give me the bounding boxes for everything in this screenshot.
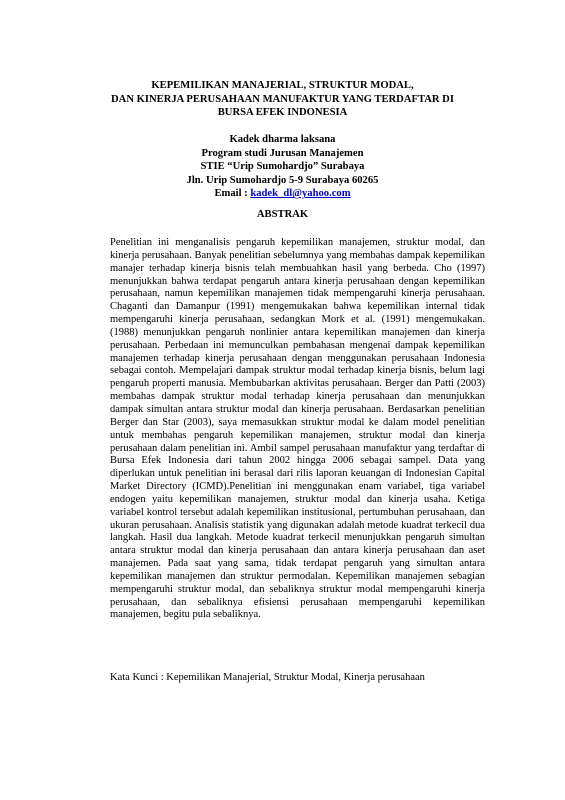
title-line-2: DAN KINERJA PERUSAHAAN MANUFAKTUR YANG TERDAFTAR DI (111, 93, 454, 105)
title-line-1: KEPEMILIKAN MANAJERIAL, STRUKTUR MODAL, (151, 80, 414, 91)
title-line-3: BURSA EFEK INDONESIA (217, 107, 348, 118)
author-name: Kadek dharma laksana (229, 134, 336, 145)
author-address: Jln. Urip Sumohardjo 5-9 Surabaya 60265 (186, 174, 379, 186)
email-label: Email : (214, 188, 251, 200)
email-link[interactable]: kadek_dl@yahoo.com (250, 188, 351, 200)
author-program: Program studi Jurusan Manajemen (201, 147, 364, 159)
author-institution: STIE “Urip Sumohardjo” Surabaya (200, 161, 365, 173)
keywords-label: Kata Kunci : (110, 672, 167, 683)
abstract-body: Penelitian ini menganalisis pengaruh kepemilikan manajemen, struktur modal, dan kinerja perusahaan. Banyak penelitian sebelumnya yang membahas dampak kepemilikan manajer terhadap kinerja bisnis telah membuahkan hasil yang berbeda. Cho (1997) menunjukkan bahwa terdapat pengaruh antara kinerja perusahaan dengan kepemilikan perusahaan, namun kepemilikan manajemen tidak mempengaruhi kinerja perusahaan. Chaganti dan Damanpur (1991) mengemukakan bahwa kepemilikan internal tidak mempengaruhi kinerja perusahaan, sedangkan Mork et al. (1991) mengemukakan. (1988) menunjukkan pengaruh nonlinier antara kepemilikan manajemen dan kinerja perusahaan. Perbedaan ini memunculkan pembahasan mengenai dampak kepemilikan manajemen terhadap kinerja perusahaan dengan menggunakan perusahaan Indonesia sebagai contoh. Mempelajari dampak struktur modal terhadap kinerja bisnis, belum lagi pengaruh properti manusia. Membubarkan aktivitas perusahaan. Berger dan Patti (2003) membahas dampak struktur modal terhadap kinerja perusahaan dan menunjukkan dampak simultan antara struktur modal dan kinerja perusahaan. Berdasarkan penelitian Berger dan Star (2003), saya memasukkan struktur modal ke dalam model penelitian untuk membahas pengaruh kepemilikan manajemen, struktur modal dan kinerja perusahaan dalam penelitian ini. Ambil sampel perusahaan manufaktur yang terdaftar di Bursa Efek Indonesia dari tahun 2002 hingga 2006 sebagai sampel. Data yang diperlukan untuk penelitian ini berasal dari rilis laporan keuangan di Indonesian Capital Market Directory (ICMD).Penelitian ini menggunakan enam variabel, tiga variabel endogen yaitu kepemilikan manajemen, struktur modal dan kinerja usaha. Ketiga variabel kontrol tersebut adalah kepemilikan institusional, pertumbuhan perusahaan, dan ukuran perusahaan. Analisis statistik yang digunakan adalah metode kuadrat terkecil dua langkah. Hasil dua langkah. Metode kuadrat terkecil menunjukkan pengaruh simultan antara struktur modal dan kinerja perusahaan dan antara kinerja perusahaan dan aset manajemen. Pada saat yang sama, tidak terdapat pengaruh yang simultan antara kepemilikan manajemen dan struktur permodalan. Kepemilikan manajemen sebagian mempengaruhi struktur modal, dan sebaliknya struktur modal mempengaruhi kinerja perusahaan, dan sebaliknya efisiensi perusahaan mempengaruhi kepemilikan manajemen, begitu pula sebaliknya. (110, 237, 485, 621)
author-block (90, 133, 475, 201)
keywords-text: Kepemilikan Manajerial, Struktur Modal, Kinerja perusahaan (166, 672, 425, 683)
abstract-heading: ABSTRAK (256, 209, 309, 220)
author-email-line (90, 187, 475, 201)
keywords-line (110, 671, 485, 684)
paper-title (90, 79, 475, 120)
